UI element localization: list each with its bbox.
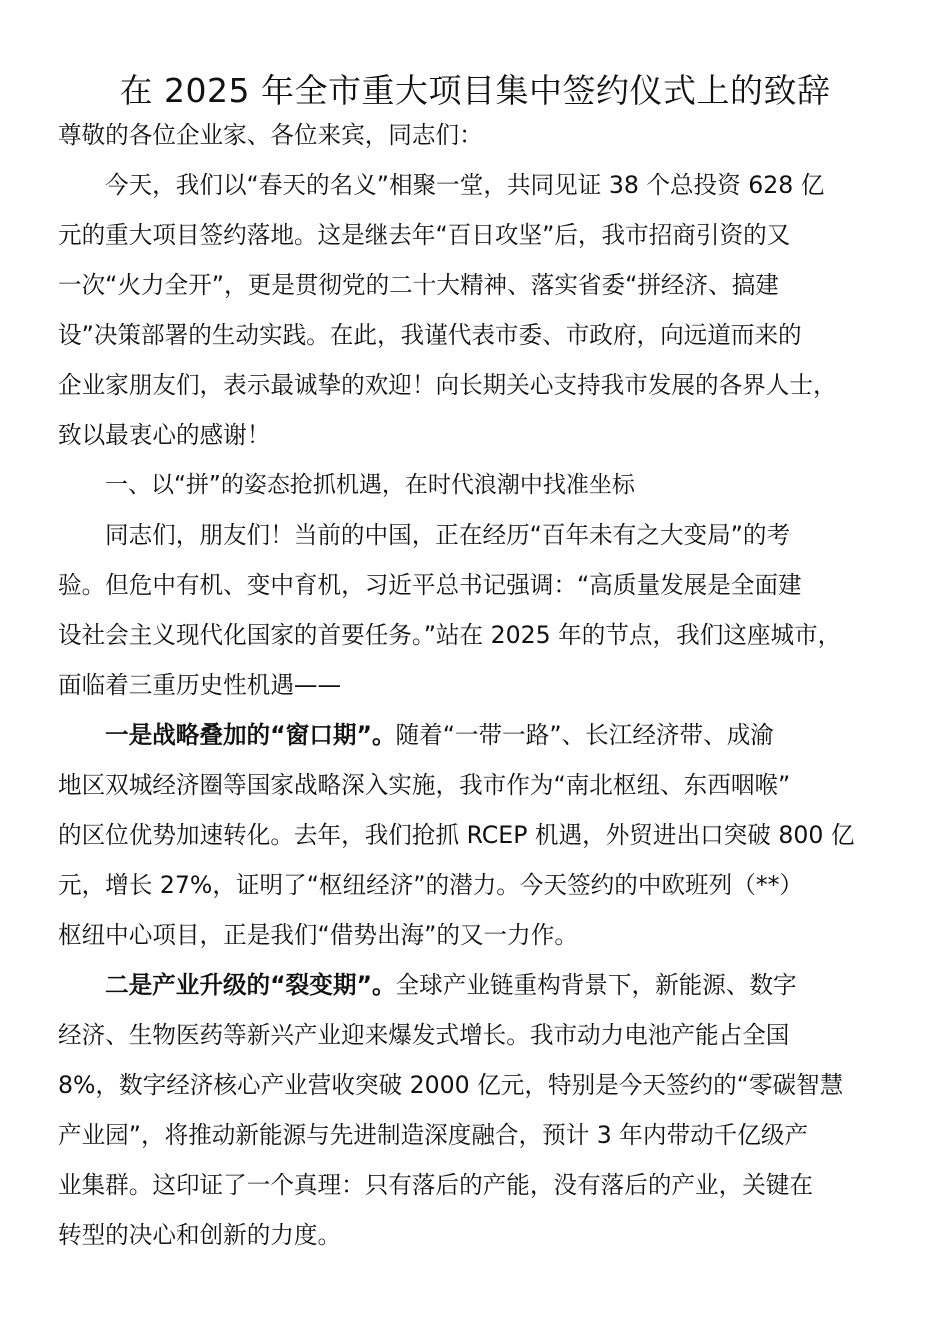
text-line: 8%，数字经济核心产业营收突破 2000 亿元，特别是今天签约的“零碳智慧 bbox=[58, 1071, 844, 1099]
salutation: 尊敬的各位企业家、各位来宾，同志们： bbox=[58, 121, 483, 149]
text-line: 设”决策部署的生动实践。在此，我谨代表市委、市政府，向远道而来的 bbox=[58, 321, 802, 349]
text-line: 面临着三重历史性机遇—— bbox=[58, 671, 342, 699]
bold-lead: 一是战略叠加的“窗口期”。 bbox=[105, 721, 396, 749]
text-line: 同志们，朋友们！当前的中国，正在经历“百年未有之大变局”的考 bbox=[105, 521, 791, 549]
document-title: 在 2025 年全市重大项目集中签约仪式上的致辞 bbox=[119, 71, 831, 110]
paragraph-industry-upgrade bbox=[58, 960, 892, 1260]
text-line: 枢纽中心项目，正是我们“借势出海”的又一力作。 bbox=[58, 921, 578, 949]
text-line: 经济、生物医药等新兴产业迎来爆发式增长。我市动力电池产能占全国 bbox=[58, 1021, 790, 1049]
text-line: 一次“火力全开”，更是贯彻党的二十大精神、落实省委“拼经济、搞建 bbox=[58, 271, 779, 299]
lead-rest: 随着“一带一路”、长江经济带、成渝 bbox=[395, 721, 774, 749]
text-line bbox=[58, 960, 892, 1010]
text-line bbox=[58, 710, 892, 760]
text-line: 设社会主义现代化国家的首要任务。”站在 2025 年的节点，我们这座城市， bbox=[58, 621, 842, 649]
paragraph-opportunities bbox=[58, 510, 892, 710]
text-line: 企业家朋友们，表示最诚挚的欢迎！向长期关心支持我市发展的各界人士， bbox=[58, 371, 837, 399]
paragraph-opening bbox=[58, 160, 892, 460]
text-line: 今天，我们以“春天的名义”相聚一堂，共同见证 38 个总投资 628 亿 bbox=[105, 171, 825, 199]
text-line: 元的重大项目签约落地。这是继去年“百日攻坚”后，我市招商引资的又 bbox=[58, 221, 791, 249]
text-line: 验。但危中有机、变中育机，习近平总书记强调：“高质量发展是全面建 bbox=[58, 571, 802, 599]
text-line: 地区双城经济圈等国家战略深入实施，我市作为“南北枢纽、东西咽喉” bbox=[58, 771, 791, 799]
paragraph-strategy-window bbox=[58, 710, 892, 960]
bold-lead: 二是产业升级的“裂变期”。 bbox=[105, 971, 396, 999]
text-line: 元，增长 27%，证明了“枢纽经济”的潜力。今天签约的中欧班列（**） bbox=[58, 871, 804, 899]
lead-rest: 全球产业链重构背景下，新能源、数字 bbox=[395, 971, 797, 999]
text-line: 致以最衷心的感谢！ bbox=[58, 421, 271, 449]
text-line: 业集群。这印证了一个真理：只有落后的产能，没有落后的产业，关键在 bbox=[58, 1171, 813, 1199]
text-line: 的区位优势加速转化。去年，我们抢抓 RCEP 机遇，外贸进出口突破 800 亿 bbox=[58, 821, 855, 849]
text-line: 转型的决心和创新的力度。 bbox=[58, 1221, 342, 1249]
section-heading-1: 一、以“拼”的姿态抢抓机遇，在时代浪潮中找准坐标 bbox=[105, 472, 635, 498]
text-line: 产业园”，将推动新能源与先进制造深度融合，预计 3 年内带动千亿级产 bbox=[58, 1121, 809, 1149]
